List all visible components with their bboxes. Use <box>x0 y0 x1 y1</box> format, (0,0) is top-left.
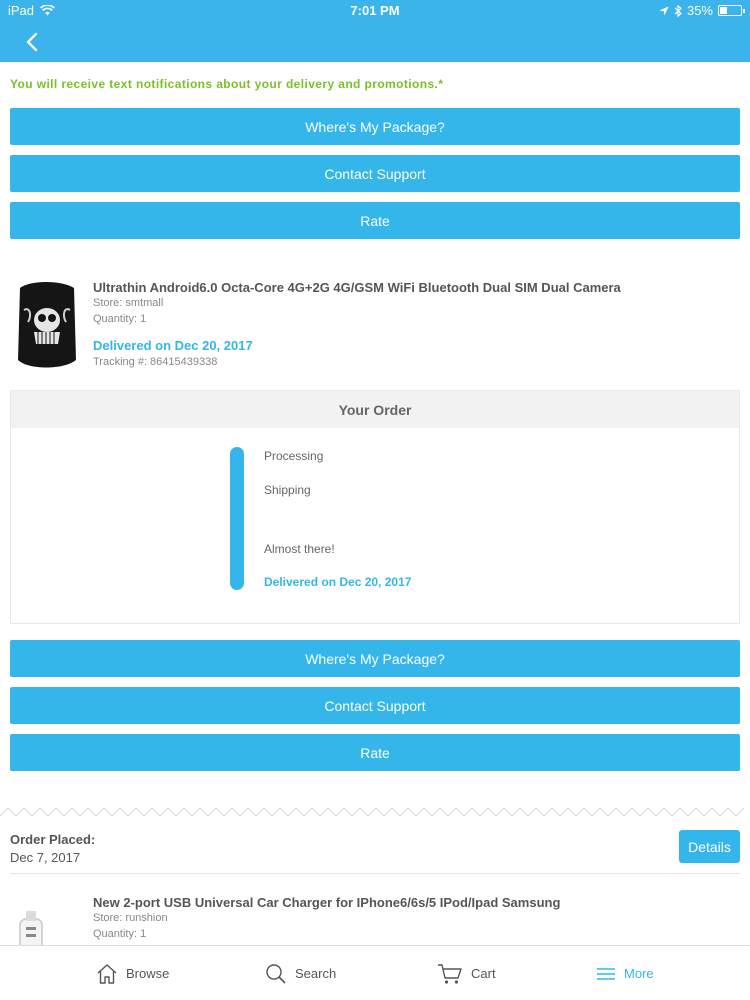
your-order-heading: Your Order <box>11 391 739 428</box>
tab-cart-label: Cart <box>471 966 496 981</box>
product-image <box>10 280 82 370</box>
wheres-my-package-button[interactable]: Where's My Package? <box>10 108 740 145</box>
tab-browse[interactable] <box>96 946 169 1000</box>
rate-button[interactable]: Rate <box>10 202 740 239</box>
tab-bar <box>0 945 750 1000</box>
product-title[interactable]: Ultrathin Android6.0 Octa-Core 4G+2G 4G/GSM WiFi Bluetooth Dual SIM Dual Camera <box>93 280 621 295</box>
nav-bar <box>0 22 750 62</box>
cart-icon <box>437 963 463 985</box>
timeline-progress-bar <box>230 447 244 590</box>
timeline-step-almost-there: Almost there! <box>264 542 335 556</box>
device-name: iPad <box>8 3 35 18</box>
back-button[interactable] <box>20 28 46 56</box>
battery-percent: 35% <box>686 3 713 18</box>
status-bar <box>0 0 750 22</box>
product-quantity: Quantity: 1 <box>93 313 147 325</box>
contact-support-button-2[interactable]: Contact Support <box>10 687 740 724</box>
timeline-step-processing: Processing <box>264 449 324 463</box>
order-timeline-panel <box>10 390 740 624</box>
search-icon <box>265 963 287 985</box>
tab-more-label: More <box>624 966 654 981</box>
back-icon <box>20 28 46 56</box>
timeline-step-delivered: Delivered on Dec 20, 2017 <box>264 575 412 589</box>
product-quantity-2: Quantity: 1 <box>93 928 147 940</box>
tab-browse-label: Browse <box>126 966 170 981</box>
order-placed-label: Order Placed: <box>10 832 96 847</box>
tab-search-label: Search <box>295 966 337 981</box>
order-placed-date: Dec 7, 2017 <box>10 850 81 865</box>
tab-more[interactable] <box>596 946 654 1000</box>
menu-icon <box>596 966 616 982</box>
product-store-2: Store: runshion <box>93 912 168 924</box>
delivery-status: Delivered on Dec 20, 2017 <box>93 338 253 353</box>
bluetooth-icon <box>674 5 682 17</box>
status-time: 7:01 PM <box>350 3 400 18</box>
product-store: Store: smtmall <box>93 297 164 309</box>
location-icon <box>659 6 669 16</box>
tab-cart[interactable] <box>437 946 496 1000</box>
tab-search[interactable] <box>265 946 336 1000</box>
battery-fill <box>720 7 727 14</box>
order-separator <box>0 806 750 820</box>
contact-support-button[interactable]: Contact Support <box>10 155 740 192</box>
wheres-my-package-button-2[interactable]: Where's My Package? <box>10 640 740 677</box>
timeline-step-shipping: Shipping <box>264 483 311 497</box>
notification-notice: You will receive text notifications about your delivery and promotions.* <box>10 77 444 91</box>
divider <box>10 873 740 874</box>
details-button[interactable]: Details <box>679 830 740 863</box>
rate-button-2[interactable]: Rate <box>10 734 740 771</box>
tracking-number: Tracking #: 86415439338 <box>93 356 218 368</box>
home-icon <box>96 963 118 985</box>
product-title-2[interactable]: New 2-port USB Universal Car Charger for IPhone6/6s/5 IPod/Ipad Samsung <box>93 895 561 910</box>
battery-icon <box>718 5 742 16</box>
